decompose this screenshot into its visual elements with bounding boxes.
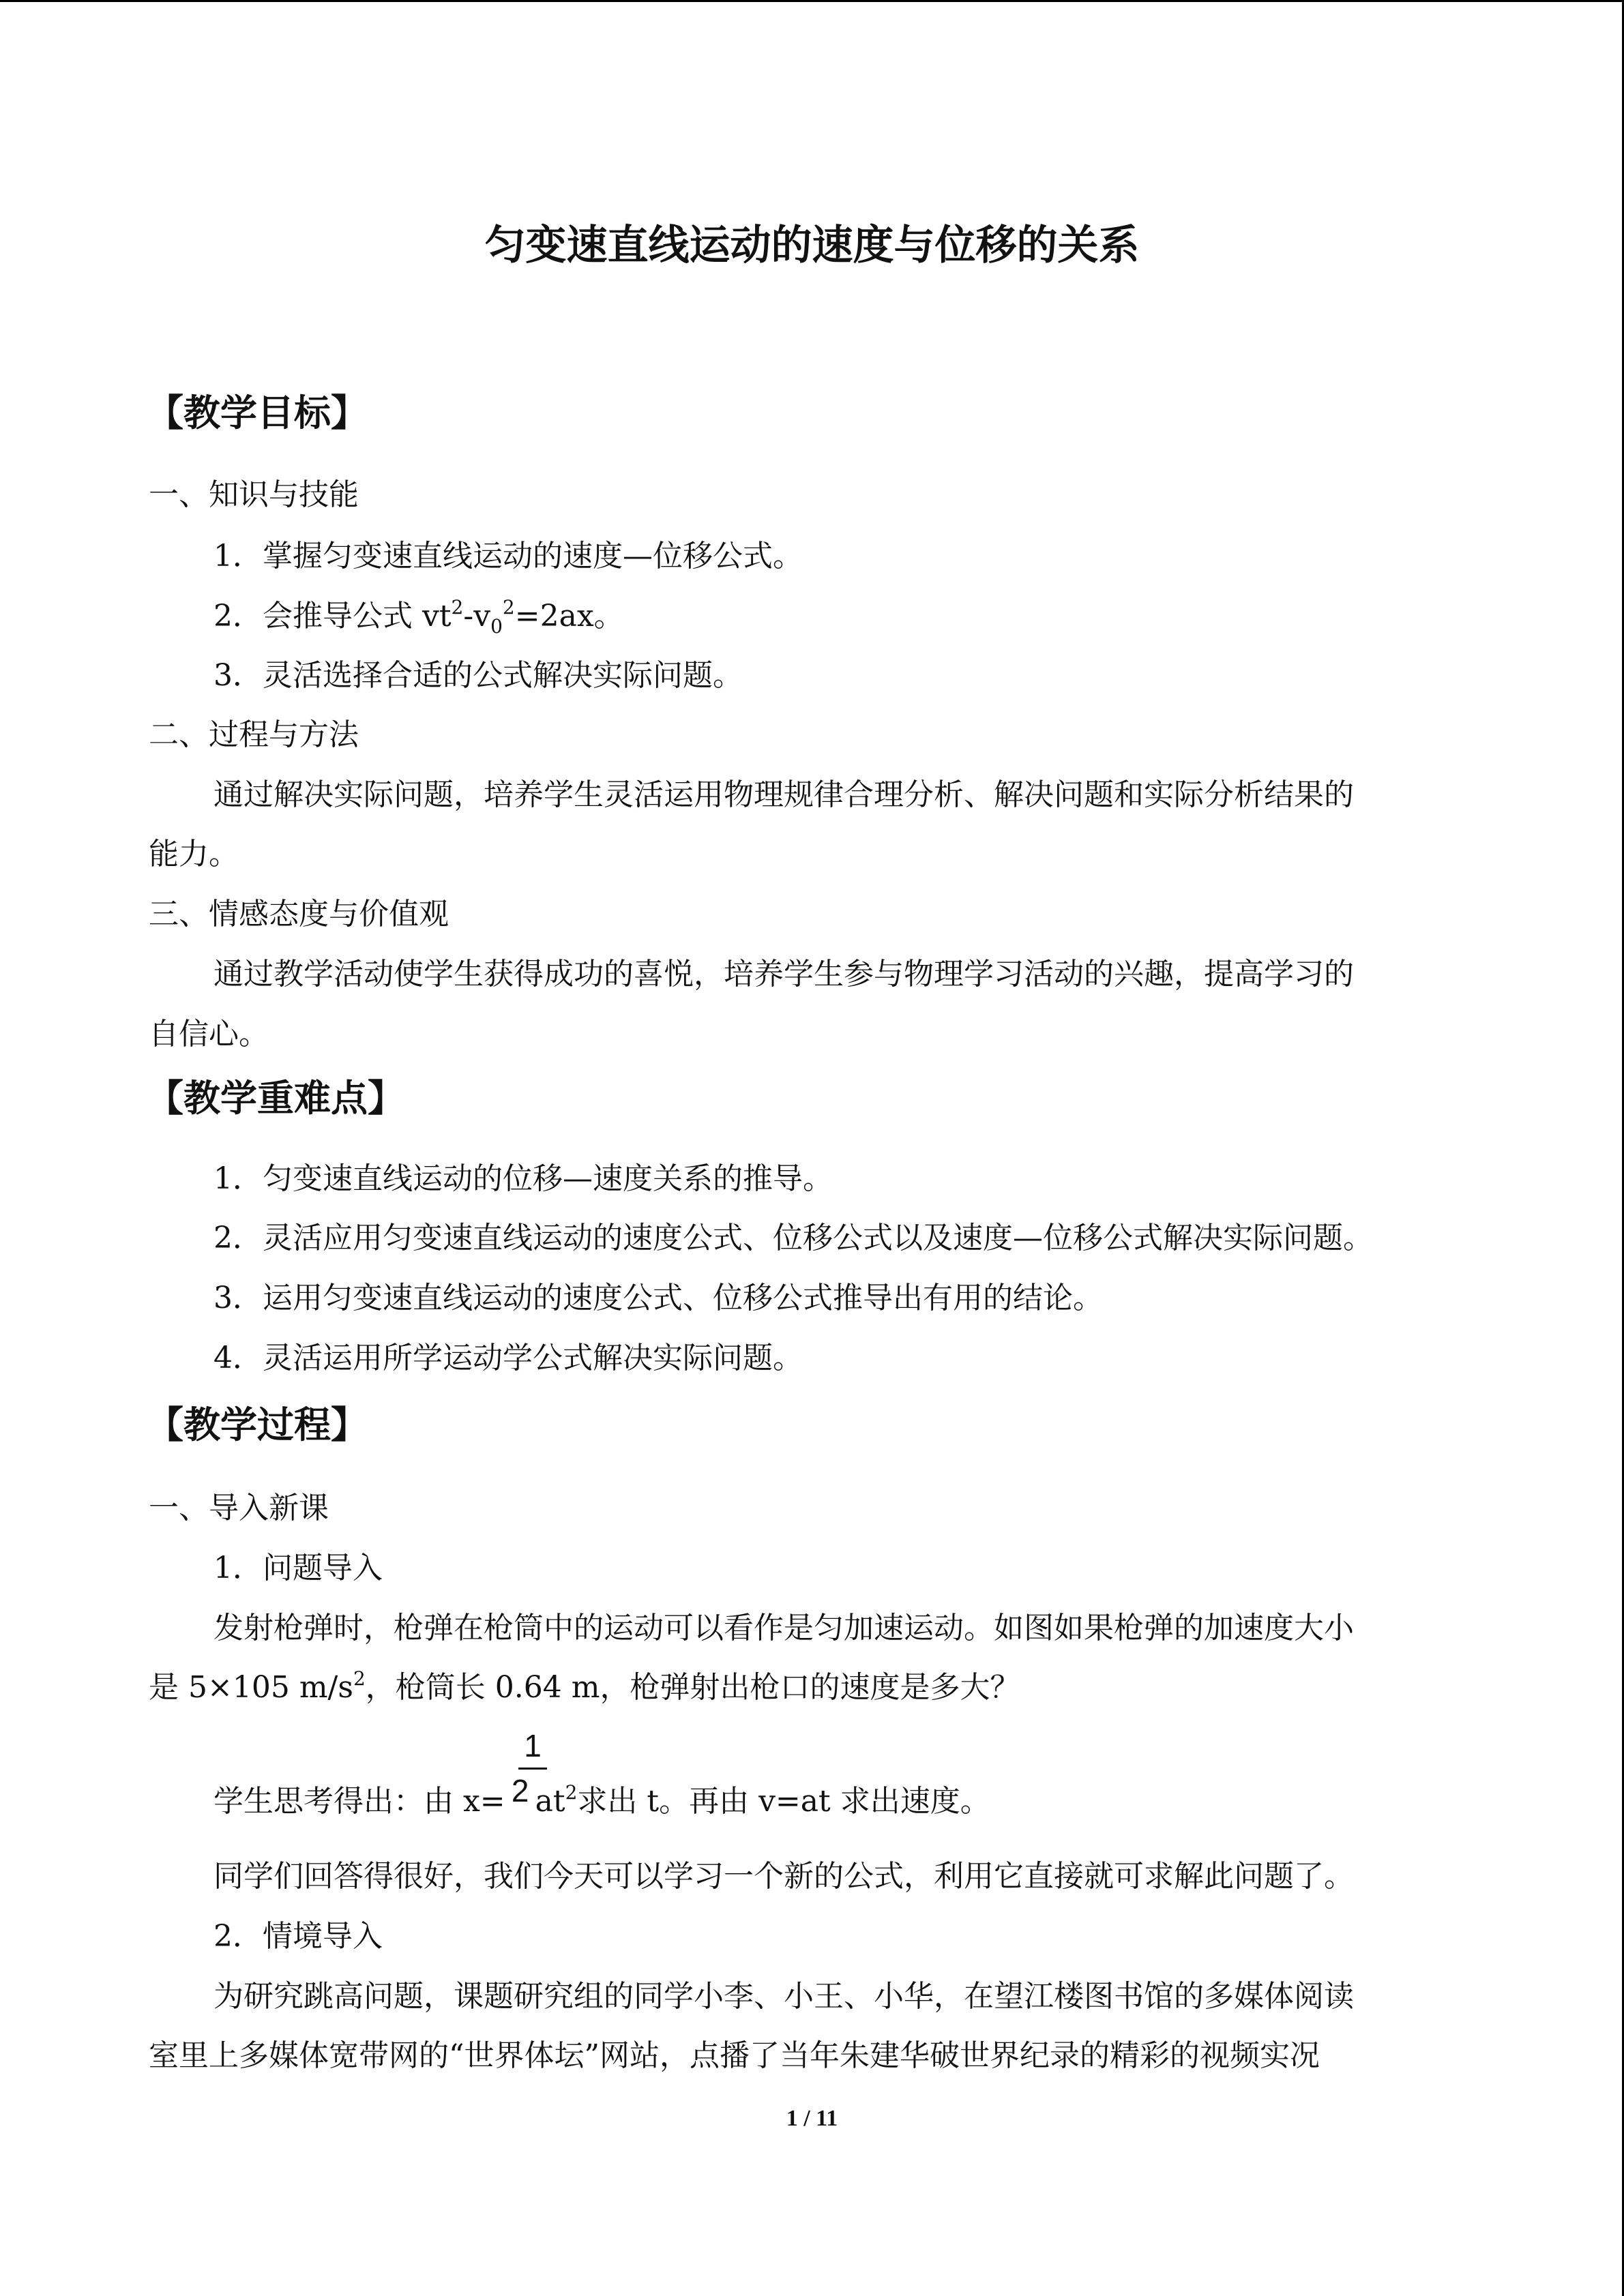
teacher-reply: 同学们回答得很好，我们今天可以学习一个新的公式，利用它直接就可求解此问题了。 xyxy=(213,1859,1354,1894)
objectives-item-3: 3．灵活选择合适的公式解决实际问题。 xyxy=(213,658,743,693)
key-points-heading: 【教学重难点】 xyxy=(147,1077,404,1120)
process-sub1-label: 1．问题导入 xyxy=(213,1551,383,1585)
question-line-1: 发射枪弹时，枪弹在枪筒中的运动可以看作是匀加速运动。如图如果枪弹的加速度大小 xyxy=(213,1611,1354,1645)
process-part1-label: 一、导入新课 xyxy=(149,1491,329,1525)
fraction-numerator: 1 xyxy=(524,1728,542,1763)
context-line-2: 室里上多媒体宽带网的“世界体坛”网站，点播了当年朱建华破世界纪录的精彩的视频实况 xyxy=(149,2038,1320,2073)
objectives-part2-para-line2: 能力。 xyxy=(149,837,239,871)
objectives-part2-label: 二、过程与方法 xyxy=(149,717,359,752)
objectives-item-1: 1．掌握匀变速直线运动的速度—位移公式。 xyxy=(213,539,803,573)
objectives-part1-label: 一、知识与技能 xyxy=(149,477,359,512)
key-point-item-2: 2．灵活应用匀变速直线运动的速度公式、位移公式以及速度—位移公式解决实际问题。 xyxy=(213,1221,1373,1255)
objectives-part3-para-line1: 通过教学活动使学生获得成功的喜悦，培养学生参与物理学习活动的兴趣，提高学习的 xyxy=(213,957,1354,992)
question-line-2: 是 5×105 $m/s^2$，枪筒长 0.64 m，枪弹射出枪口的速度是多大？ xyxy=(149,1667,1020,1705)
document-title: 匀变速直线运动的速度与位移的关系 xyxy=(484,222,1140,269)
objectives-part3-label: 三、情感态度与价值观 xyxy=(149,897,449,931)
fraction-bar xyxy=(518,1768,547,1770)
student-answer: 学生思考得出：由 x= 2 $at^2$求出 t。再由 v=at 求出速度。 xyxy=(213,1780,990,1822)
objectives-heading: 【教学目标】 xyxy=(147,391,368,434)
page-number: 1 / 11 xyxy=(786,2106,838,2131)
process-sub2-label: 2．情境导入 xyxy=(213,1919,383,1954)
key-point-item-1: 1．匀变速直线运动的位移—速度关系的推导。 xyxy=(213,1161,833,1196)
key-point-item-3: 3．运用匀变速直线运动的速度公式、位移公式推导出有用的结论。 xyxy=(213,1281,1103,1315)
context-line-1: 为研究跳高问题，课题研究组的同学小李、小王、小华，在望江楼图书馆的多媒体阅读 xyxy=(213,1979,1354,2014)
objectives-part2-para-line1: 通过解决实际问题，培养学生灵活运用物理规律合理分析、解决问题和实际分析结果的 xyxy=(213,777,1354,812)
page-border-top xyxy=(0,0,1624,2)
process-heading: 【教学过程】 xyxy=(147,1403,368,1446)
key-point-item-4: 4．灵活运用所学运动学公式解决实际问题。 xyxy=(213,1341,803,1375)
objectives-part3-para-line2: 自信心。 xyxy=(149,1017,269,1052)
objectives-item-2: 2．会推导公式 $vt^2-v_0^2=2ax$。 xyxy=(213,596,624,638)
fraction-denominator: 2 xyxy=(511,1773,529,1808)
